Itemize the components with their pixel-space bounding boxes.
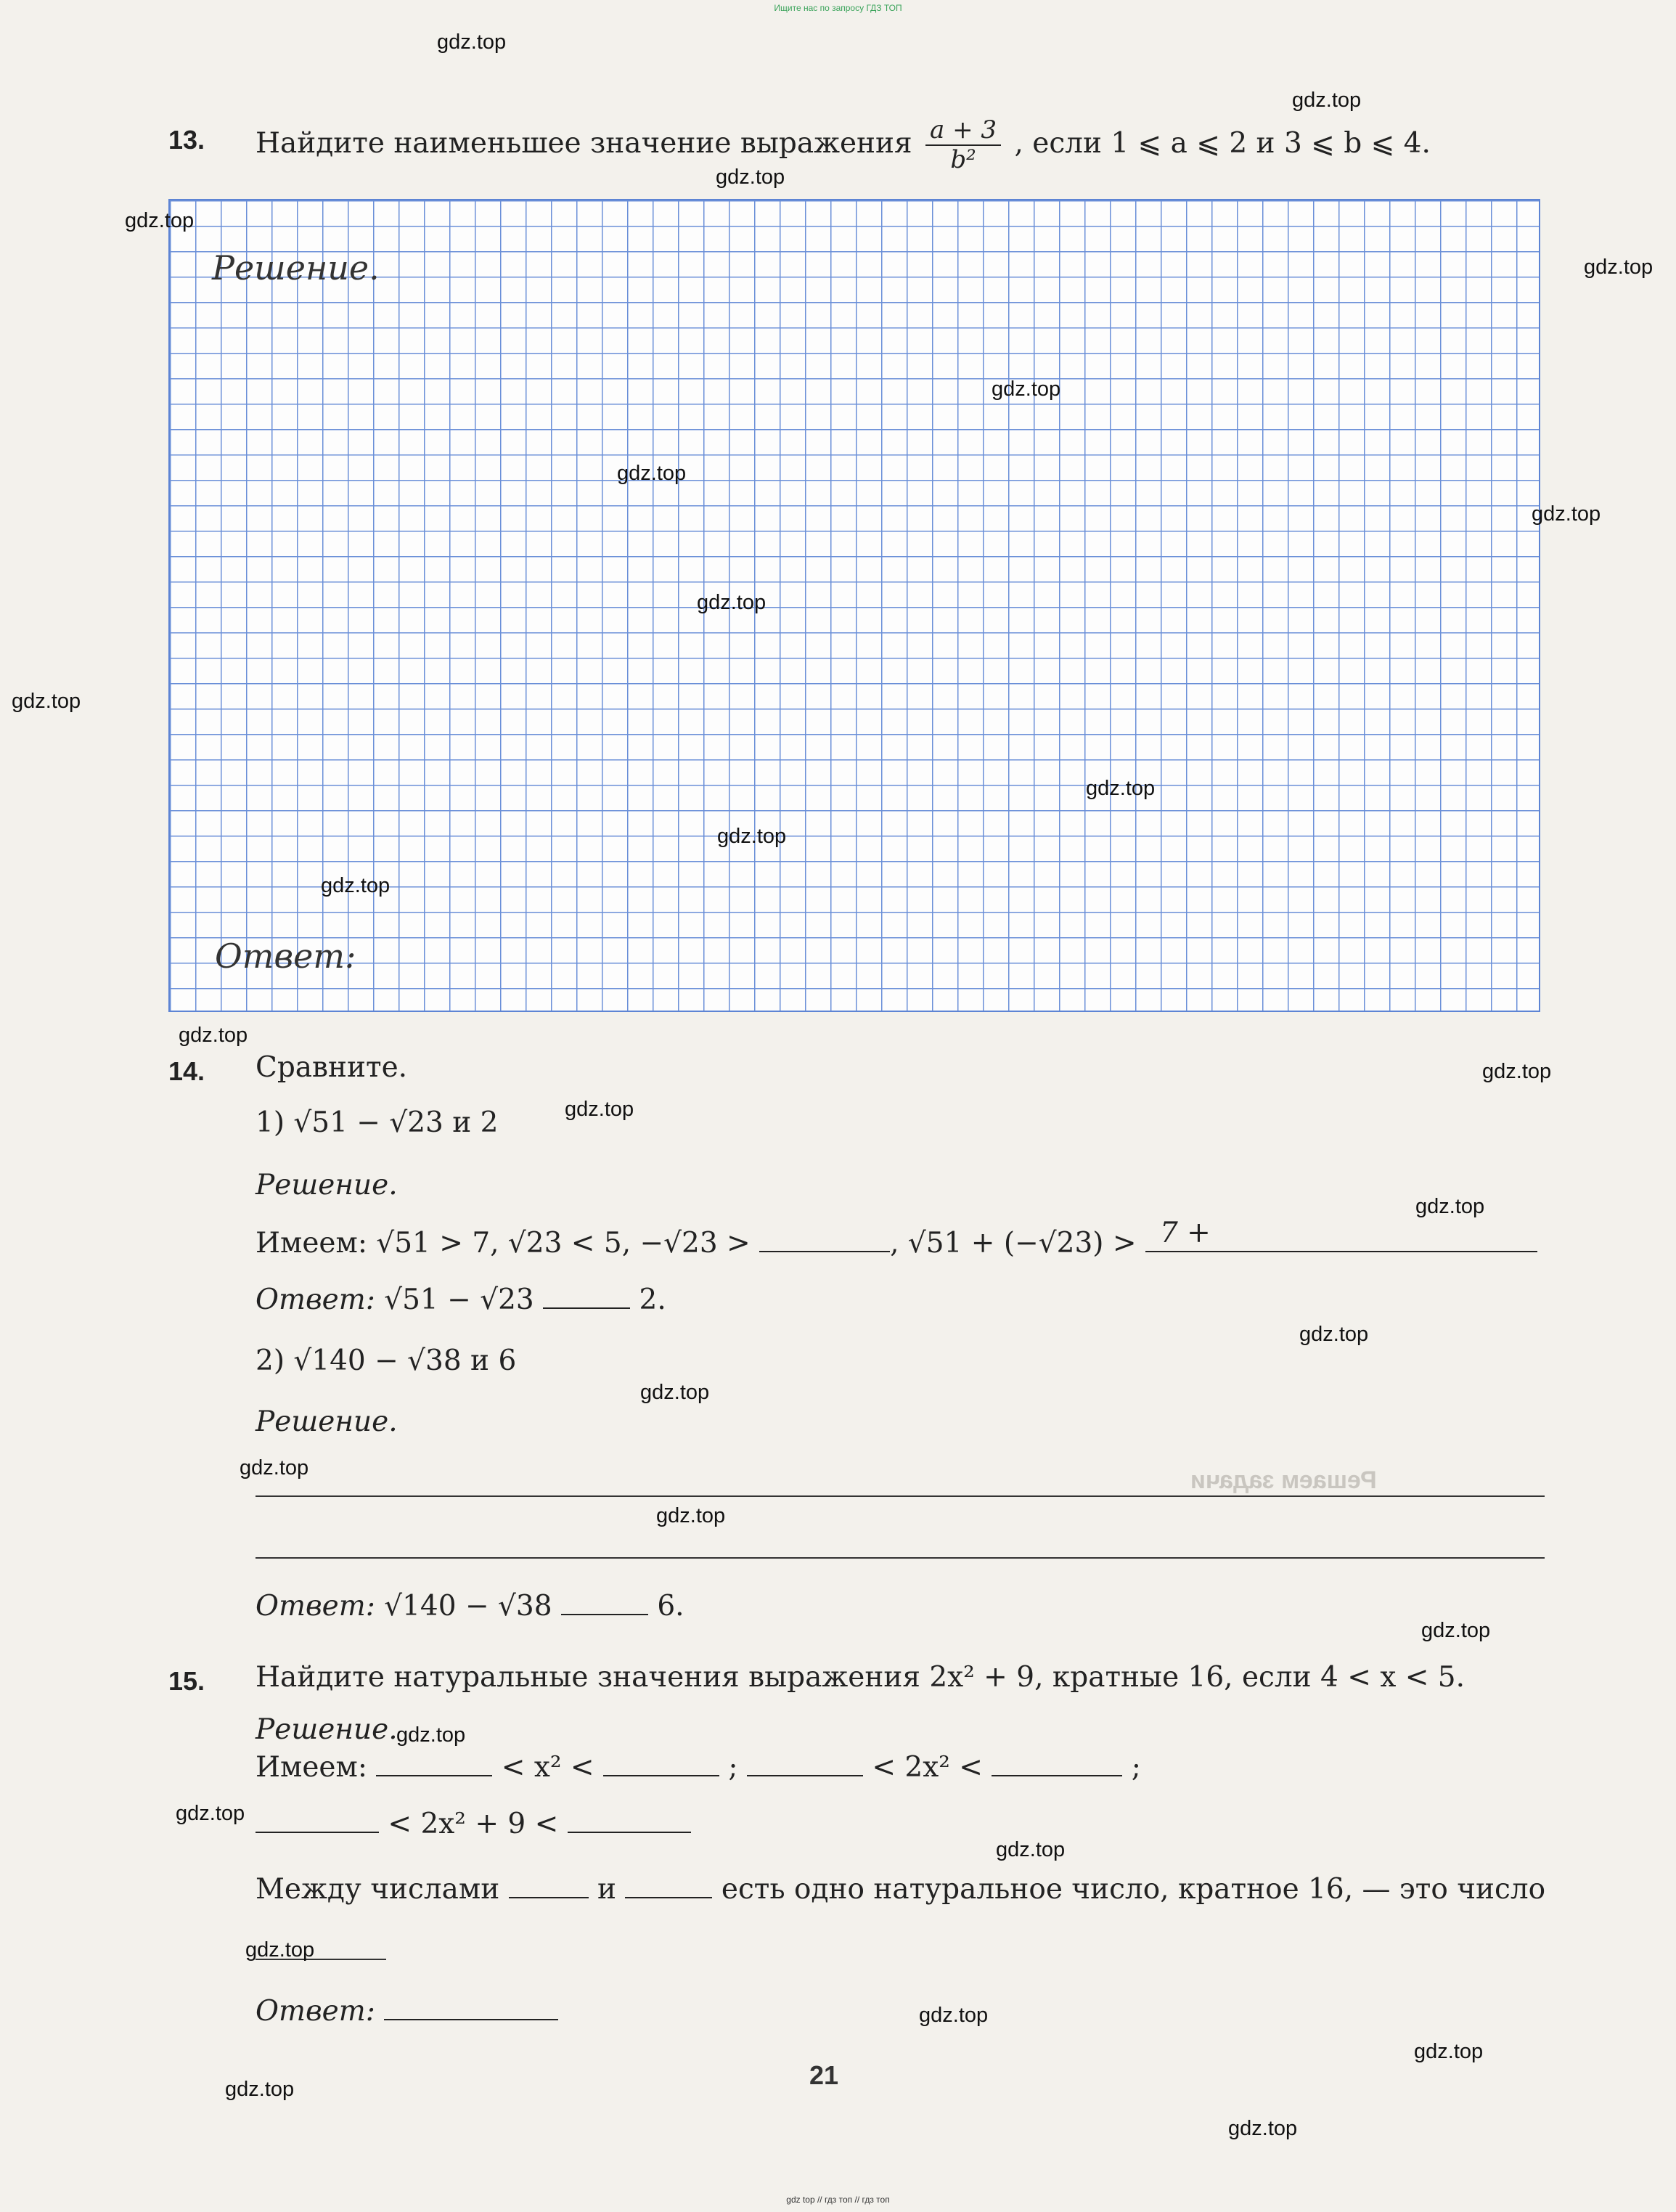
task14-part2-answer-end: 6. <box>657 1590 684 1623</box>
task15-blank-7[interactable] <box>509 1877 589 1898</box>
footer-note: gdz top // гдз топ // гдз топ <box>786 2195 890 2205</box>
watermark: gdz.top <box>697 591 767 614</box>
task15-lt-2x29: < 2x² + 9 < <box>388 1808 559 1840</box>
task15-blank-2[interactable] <box>603 1755 719 1776</box>
task13-statement <box>256 116 1431 174</box>
task15-blank-1[interactable] <box>376 1755 492 1776</box>
task14-part1-answer-blank[interactable] <box>543 1287 630 1309</box>
watermark: gdz.top <box>919 2004 989 2027</box>
task15-semi-2: ; <box>1131 1751 1141 1784</box>
watermark: gdz.top <box>225 2078 295 2101</box>
task13-fraction-denominator: b² <box>950 145 976 175</box>
header-note: Ищите нас по запросу ГДЗ ТОП <box>774 3 902 13</box>
task14-part1-sum: , √51 + (−√23) > <box>890 1227 1137 1260</box>
watermark: gdz.top <box>1299 1323 1369 1346</box>
task14-part1-blank-1[interactable] <box>759 1231 890 1252</box>
task15-blank-3[interactable] <box>747 1755 863 1776</box>
task14-part1-answer-label: Ответ: <box>256 1283 375 1316</box>
task15-have: Имеем: <box>256 1751 367 1784</box>
task14-number: 14. <box>168 1056 205 1086</box>
watermark: gdz.top <box>1086 777 1156 800</box>
watermark: gdz.top <box>245 1938 315 1962</box>
task15-answer-blank[interactable] <box>384 1999 558 2020</box>
task14-title: Сравните. <box>256 1051 408 1084</box>
task13-text-after: , если 1 ⩽ a ⩽ 2 и 3 ⩽ b ⩽ 4. <box>1014 127 1431 160</box>
watermark: gdz.top <box>716 166 785 189</box>
watermark: gdz.top <box>1228 2117 1298 2140</box>
watermark: gdz.top <box>437 30 507 54</box>
task14-part1-have-line <box>256 1217 1537 1260</box>
task15-lt-x2: < x² < <box>501 1751 594 1784</box>
task15-have-line <box>256 1751 1141 1784</box>
watermark: gdz.top <box>1482 1060 1552 1083</box>
task14-part1-answer-expr: √51 − √23 <box>384 1283 534 1316</box>
task14-part1-expression: 1) √51 − √23 и 2 <box>256 1106 499 1139</box>
watermark: gdz.top <box>617 462 687 485</box>
task14-part1-handwritten: 7 + <box>1159 1217 1211 1249</box>
watermark: gdz.top <box>1415 1195 1485 1218</box>
task15-between-a: Между числами <box>256 1873 500 1906</box>
task15-lt-2x2: < 2x² < <box>872 1751 983 1784</box>
task15-statement: Найдите натуральные значения выражения 2x² + 9, кратные 16, если 4 < x < 5. <box>256 1661 1466 1694</box>
task13-text-before: Найдите наименьшее значение выражения <box>256 127 912 160</box>
task14-part1-blank-2[interactable] <box>1145 1217 1537 1252</box>
watermark: gdz.top <box>1532 502 1601 526</box>
task14-part2-answer-label: Ответ: <box>256 1590 375 1623</box>
task14-part1-answer-line <box>256 1283 666 1316</box>
task13-fraction <box>925 116 1001 174</box>
watermark: gdz.top <box>176 1802 245 1825</box>
task14-part2-answer-blank[interactable] <box>561 1593 648 1615</box>
watermark: gdz.top <box>12 690 81 713</box>
watermark: gdz.top <box>396 1723 466 1747</box>
watermark: gdz.top <box>996 1838 1066 1861</box>
task14-part1-answer-end: 2. <box>639 1283 666 1316</box>
task13-answer-label: Ответ: <box>215 936 356 976</box>
task14-part2-line-2[interactable] <box>256 1557 1545 1559</box>
watermark: gdz.top <box>656 1504 726 1527</box>
task14-part2-solution-label: Решение. <box>256 1405 398 1438</box>
watermark: gdz.top <box>321 874 391 897</box>
task15-ineq-line <box>256 1808 691 1840</box>
task15-answer-label: Ответ: <box>256 1995 375 2028</box>
watermark: gdz.top <box>1292 89 1362 112</box>
task14-part1-solution-label: Решение. <box>256 1169 398 1201</box>
task13-solution-label: Решение. <box>212 248 380 287</box>
task15-solution-label: Решение. <box>256 1713 398 1746</box>
watermark: gdz.top <box>992 377 1061 401</box>
ghost-heading-2: Решаем задачи <box>1190 1466 1377 1494</box>
task15-blank-5[interactable] <box>256 1811 379 1833</box>
task15-blank-4[interactable] <box>992 1755 1122 1776</box>
watermark: gdz.top <box>240 1456 309 1480</box>
watermark: gdz.top <box>125 209 195 232</box>
watermark: gdz.top <box>717 825 787 848</box>
watermark: gdz.top <box>640 1381 710 1404</box>
watermark: gdz.top <box>1584 256 1653 279</box>
task15-semi-1: ; <box>728 1751 738 1784</box>
task13-number: 13. <box>168 125 205 155</box>
task14-part1-have: Имеем: √51 > 7, √23 < 5, −√23 > <box>256 1227 751 1260</box>
task15-answer-line <box>256 1995 558 2028</box>
task15-between-b: и <box>597 1873 617 1906</box>
task14-part2-line-1[interactable] <box>256 1495 1545 1497</box>
task14-part2-answer-line <box>256 1590 684 1623</box>
task15-number: 15. <box>168 1666 205 1696</box>
task15-blank-6[interactable] <box>568 1811 691 1833</box>
watermark: gdz.top <box>1421 1619 1491 1642</box>
task15-blank-8[interactable] <box>625 1877 712 1898</box>
task13-fraction-numerator: a + 3 <box>925 116 1001 146</box>
task15-between-line <box>256 1873 1545 1906</box>
task15-between-c: есть одно натуральное число, кратное 16, — это число <box>721 1873 1546 1906</box>
task14-part2-answer-expr: √140 − √38 <box>384 1590 552 1623</box>
task14-part2-expression: 2) √140 − √38 и 6 <box>256 1344 517 1377</box>
watermark: gdz.top <box>179 1024 248 1047</box>
page-number: 21 <box>809 2060 839 2090</box>
watermark: gdz.top <box>565 1098 634 1121</box>
watermark: gdz.top <box>1414 2040 1484 2063</box>
